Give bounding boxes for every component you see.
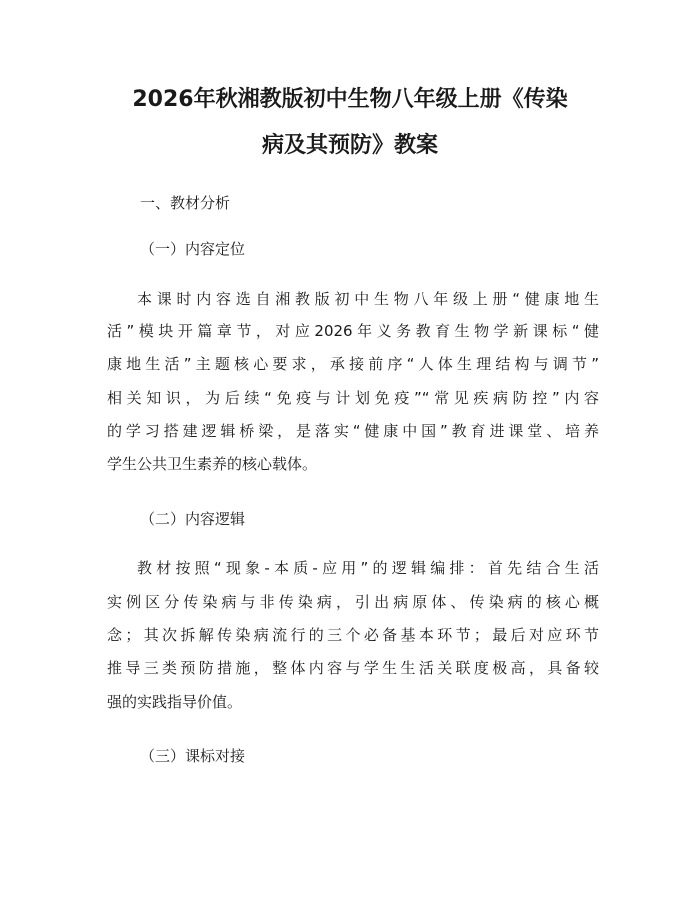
section-heading-textbook-analysis: 一、教材分析	[140, 194, 231, 212]
document-title-line-2: 病及其预防》教案	[261, 133, 438, 158]
paragraph-line: 学生公共卫生素养的核心载体。	[107, 455, 318, 473]
paragraph-line: 的学习搭建逻辑桥梁，是落实“健康中国”教育进课堂、培养	[107, 422, 599, 440]
subheading-content-positioning: （一）内容定位	[140, 240, 246, 258]
subheading-curriculum-alignment: （三）课标对接	[140, 747, 246, 765]
document-title-line-1: 2026年秋湘教版初中生物八年级上册《传染	[132, 87, 568, 112]
paragraph-line: 相关知识，为后续“免疫与计划免疫”“常见疾病防控”内容	[107, 389, 599, 407]
paragraph-line: 实例区分传染病与非传染病，引出病原体、传染病的核心概	[107, 593, 599, 611]
paragraph-line: 推导三类预防措施，整体内容与学生生活关联度极高，具备较	[107, 659, 599, 677]
paragraph-line: 本课时内容选自湘教版初中生物八年级上册“健康地生	[137, 290, 599, 308]
subheading-content-logic: （二）内容逻辑	[140, 510, 246, 528]
paragraph-line: 康地生活”主题核心要求，承接前序“人体生理结构与调节”	[107, 355, 599, 373]
paragraph-line: 强的实践指导价值。	[107, 693, 243, 711]
paragraph-line: 教材按照“现象-本质-应用”的逻辑编排：首先结合生活	[137, 559, 599, 577]
paragraph-line: 活”模块开篇章节，对应2026年义务教育生物学新课标“健	[107, 322, 599, 340]
paragraph-line: 念；其次拆解传染病流行的三个必备基本环节；最后对应环节	[107, 626, 599, 644]
